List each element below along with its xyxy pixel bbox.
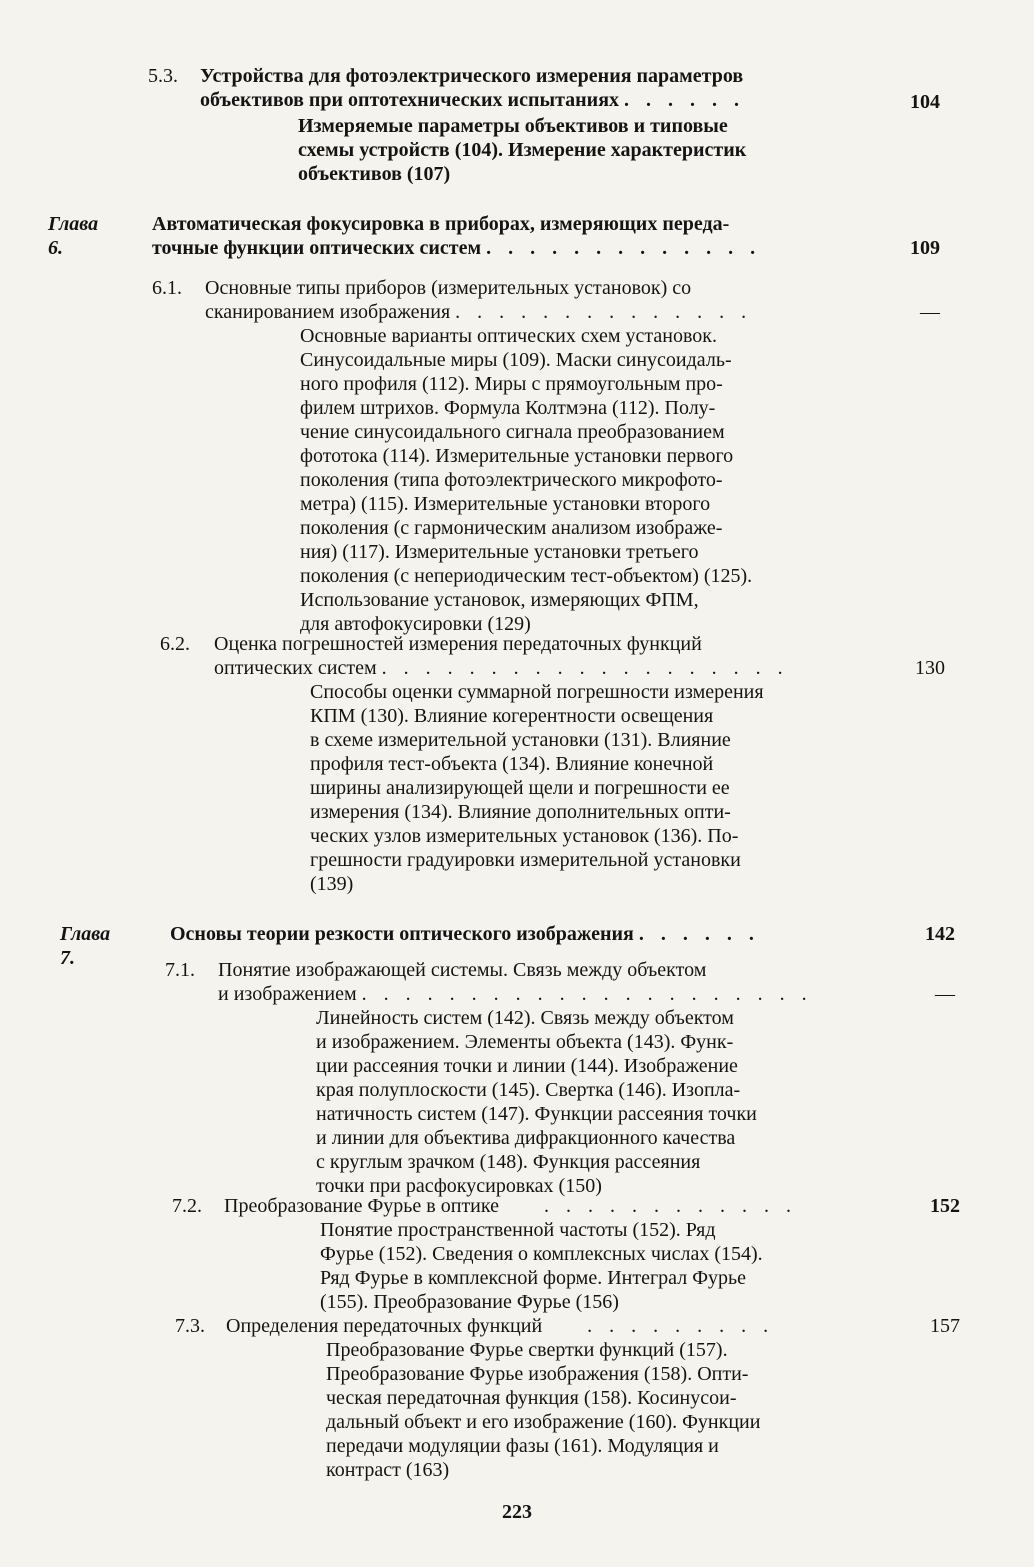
section-number: 7.2. — [172, 1195, 202, 1217]
section-description: Понятие пространственной частоты (152). Ряд Фурье (152). Сведения о комплексных числах (154). Ряд Фурье в комплексной форме. Интеграл Фурье (155). Преобразование Фурье (156) — [320, 1219, 763, 1313]
section-description: Основные варианты оптических схем установок. Синусоидальные миры (109). Маски синусоидаль- ного профиля (112). Миры с прямоугольным про- филем штрихов. Формула Колтмэна (112). Полу- чение синусоидального сигнала преобразованием фототока (114). Измерительные установки первого поколения (типа фотоэлектрического микрофото- метра) (115). Измерительные установки второго поколения (с гармоническим анализом изображе- ния) (117). Измерительные установки третьего поколения (с непериодическим тест-объектом) (125). Использование установок, измеряющих ФПМ, для автофокусировки (129) — [300, 325, 753, 635]
page-ref: 142 — [925, 923, 955, 945]
chapter-label: Глава 6. — [48, 213, 99, 259]
section-number: 6.2. — [160, 633, 190, 655]
section-title: Оценка погрешностей измерения передаточных функций оптических систем . . . . . . . . . . . . . . . . . . . — [214, 633, 789, 679]
section-description: Способы оценки суммарной погрешности измерения КПМ (130). Влияние когерентности освещения в схеме измерительной установки (131). Влияние профиля тест-объекта (134). Влияние конечной ширины анализирующей щели и погрешности ее измерения (134). Влияние дополнительных опти- ческих узлов измерительных установок (136). По- грешности градуировки измерительной установки (139) — [310, 681, 764, 895]
section-number: 6.1. — [152, 277, 182, 299]
chapter-title: Основы теории резкости оптического изображения . . . . . . — [170, 923, 760, 945]
chapter-label: Глава 7. — [60, 923, 111, 969]
section-number: 7.3. — [175, 1315, 205, 1337]
section-number: 5.3. — [148, 65, 178, 87]
section-title: Понятие изображающей системы. Связь между объектом и изображением . . . . . . . . . . . . . . . . . . . . . — [218, 959, 813, 1005]
section-title: Основные типы приборов (измерительных установок) со сканированием изображения . . . . . . . . . . . . . . — [205, 277, 753, 323]
section-title: Устройства для фотоэлектрического измерения параметров объективов при оптотехнических испытаниях . . . . . . — [200, 65, 746, 111]
page-ref: 109 — [910, 237, 940, 259]
section-description: Преобразование Фурье свертки функций (157). Преобразование Фурье изображения (158). Опти- ческая передаточная функция (158). Косинусои- дальный объект и его изображение (160). Функции передачи модуляции фазы (161). Модуляция и контраст (163) — [326, 1339, 761, 1481]
chapter-title: Автоматическая фокусировка в приборах, измеряющих переда- точные функции оптических систем . . . . . . . . . . . . . — [152, 213, 762, 259]
page-ref: — — [920, 301, 940, 323]
page-ref: 152 — [930, 1195, 960, 1217]
page-number: 223 — [502, 1501, 532, 1523]
section-description: Измеряемые параметры объективов и типовые схемы устройств (104). Измерение характеристик объективов (107) — [298, 115, 747, 185]
section-title: Преобразование Фурье в оптике . . . . . . . . . . . . — [224, 1195, 797, 1217]
page-ref: 130 — [915, 657, 945, 679]
section-description: Линейность систем (142). Связь между объектом и изображением. Элементы объекта (143). Функ- ции рассеяния точки и линии (144). Изображение края полуплоскости (145). Свертка (146). Изопла- натичность систем (147). Функции рассеяния точки и линии для объектива дифракционного качества с круглым зрачком (148). Функция рассеяния точки при расфокусировках (150) — [316, 1007, 757, 1197]
page-ref: 157 — [930, 1315, 960, 1337]
section-title: Определения передаточных функций . . . . . . . . . — [226, 1315, 775, 1337]
section-number: 7.1. — [165, 959, 195, 981]
page-ref: — — [935, 983, 955, 1005]
page-ref: 104 — [910, 91, 940, 113]
